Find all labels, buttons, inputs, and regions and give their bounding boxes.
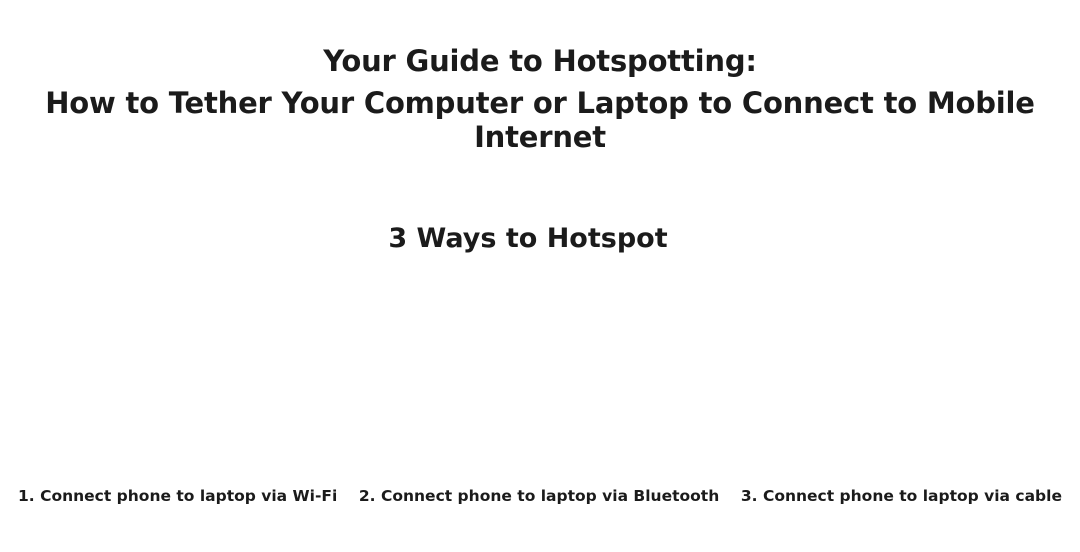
caption-cable: 3. Connect phone to laptop via cable bbox=[740, 487, 1062, 505]
caption-bluetooth: 2. Connect phone to laptop via Bluetooth bbox=[358, 487, 720, 505]
title-line-secondary: How to Tether Your Computer or Laptop to Connect to Mobile Internet bbox=[45, 86, 1035, 155]
section-heading bbox=[0, 223, 1080, 254]
caption-row bbox=[0, 487, 1080, 506]
caption-wifi: 1. Connect phone to laptop via Wi-Fi bbox=[18, 487, 338, 505]
section-heading-text: 3 Ways to Hotspot bbox=[388, 223, 668, 254]
title-line-primary: Your Guide to Hotspotting: bbox=[323, 44, 757, 78]
page-title bbox=[0, 44, 1080, 155]
